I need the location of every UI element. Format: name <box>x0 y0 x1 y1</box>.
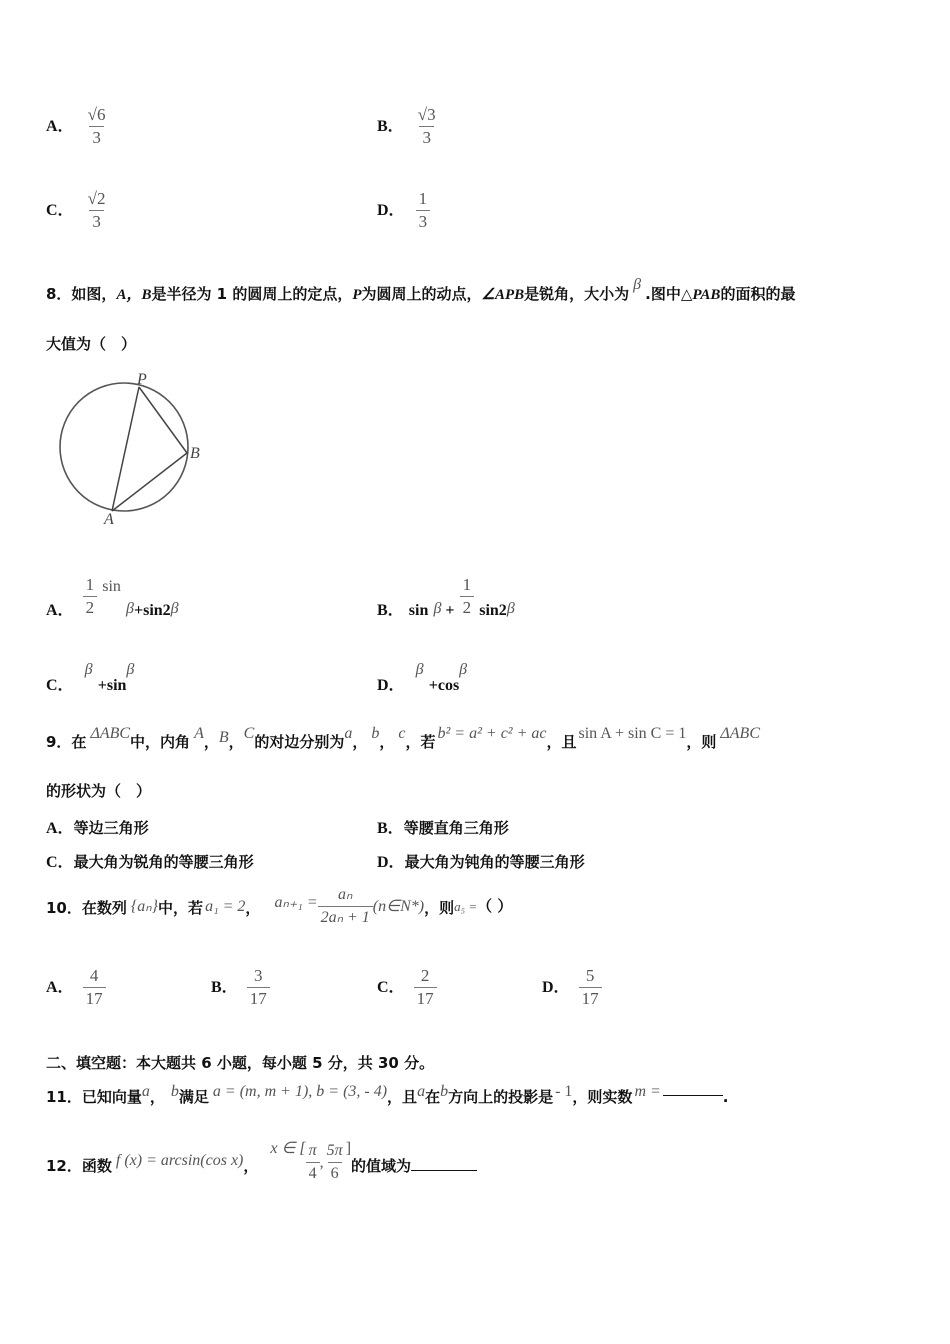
fraction: $\frac{1}{3}$ <box>416 188 431 233</box>
q8-figure <box>48 365 218 533</box>
answer-blank[interactable] <box>411 1170 477 1171</box>
q7-option-d <box>377 188 430 233</box>
option-label: B． <box>377 118 404 135</box>
fraction: $\frac{5\pi}{6}$ <box>324 1140 346 1185</box>
option-label: C． <box>46 677 74 694</box>
fraction: $\frac{1}{2}$ <box>460 574 475 619</box>
option-label: C． <box>46 202 74 219</box>
q8-option-c: C． β +sinβ <box>46 661 135 694</box>
q11-stem: 11．已知向量a， b满足 a = (m, m + 1), b = (3, - 4)，且a在b方向上的投影是 - 1，则实数 m = . <box>46 1083 729 1106</box>
option-label: D． <box>542 979 570 996</box>
q8-option-d: D． β +cosβ <box>377 661 468 694</box>
option-label: A． <box>46 602 74 619</box>
q8-option-a: A． $\frac{1}{2}$ sin β+sin2β <box>46 575 179 619</box>
q10-stem: 10．在数列 {aₙ}中，若 a₁ = 2， aₙ₊₁ = $\frac{\text{aₙ}}{\text{2aₙ + 1}}$ (n∈N*)，则a₅ =（ ） <box>46 884 512 929</box>
q9-option-a: A．等边三角形 <box>46 819 149 837</box>
q10-option-a <box>46 965 106 1010</box>
q10-option-c <box>377 965 437 1010</box>
option-label: B． <box>211 979 238 996</box>
answer-blank[interactable] <box>663 1095 723 1096</box>
fraction: $\frac{√6}{3}$ <box>87 105 106 147</box>
fraction: $\frac{3}{17}$ <box>247 965 270 1010</box>
q7-option-b <box>377 104 439 149</box>
q10-option-d <box>542 965 602 1010</box>
section-heading: 二、填空题：本大题共 6 小题，每小题 5 分，共 30 分。 <box>46 1054 435 1072</box>
q9-option-d: D．最大角为钝角的等腰三角形 <box>377 853 585 871</box>
fraction: $\frac{1}{2}$ <box>83 574 98 619</box>
fraction: $\frac{5}{17}$ <box>579 965 602 1010</box>
q7-option-a <box>46 104 109 149</box>
q8-stem-line2: 大值为（ ） <box>46 335 137 353</box>
fraction: $\frac{4}{17}$ <box>83 965 106 1010</box>
q9-option-c: C．最大角为锐角的等腰三角形 <box>46 853 254 871</box>
point-label-b: B <box>190 445 200 462</box>
point-label-a: A <box>104 511 114 528</box>
fraction: $\frac{\text{aₙ}}{\text{2aₙ + 1}}$ <box>318 884 373 929</box>
q9-stem-line1: 9．在 ΔABC中，内角 A，B，C的对边分别为a， b， c，若 b² = a² + c² + ac，且 sin A + sin C = 1，则 ΔABC <box>46 725 760 751</box>
q8-option-b: B． sin β + $\frac{1}{2}$ sin2β <box>377 575 515 619</box>
fraction: $\frac{2}{17}$ <box>414 965 437 1010</box>
option-label: A． <box>46 118 74 135</box>
q10-option-b <box>211 965 270 1010</box>
q12-stem: 12．函数 f (x) = arcsin(cos x)，x ∈ [ $\frac{\pi}{4}$ , $\frac{5\pi}{6}$ ]的值域为 <box>46 1140 477 1185</box>
fraction: $\frac{√3}{3}$ <box>417 105 436 147</box>
circle <box>60 383 188 511</box>
q9-option-b: B．等腰直角三角形 <box>377 819 509 837</box>
option-label: D． <box>377 677 405 694</box>
option-label: D． <box>377 202 405 219</box>
point-label-p: P <box>137 371 147 388</box>
q8-stem-line1: 8．如图，A，B是半径为 1 的圆周上的定点，P为圆周上的动点，∠APB是锐角，大小为β.图中△PAB的面积的最 <box>46 276 796 303</box>
option-label: B． <box>377 602 404 619</box>
fraction: $\frac{\pi}{4}$ <box>306 1140 320 1185</box>
q7-option-c <box>46 188 109 233</box>
fraction: $\frac{√2}{3}$ <box>87 189 106 231</box>
option-label: A． <box>46 979 74 996</box>
q9-stem-line2: 的形状为（ ） <box>46 782 152 800</box>
option-label: C． <box>377 979 405 996</box>
